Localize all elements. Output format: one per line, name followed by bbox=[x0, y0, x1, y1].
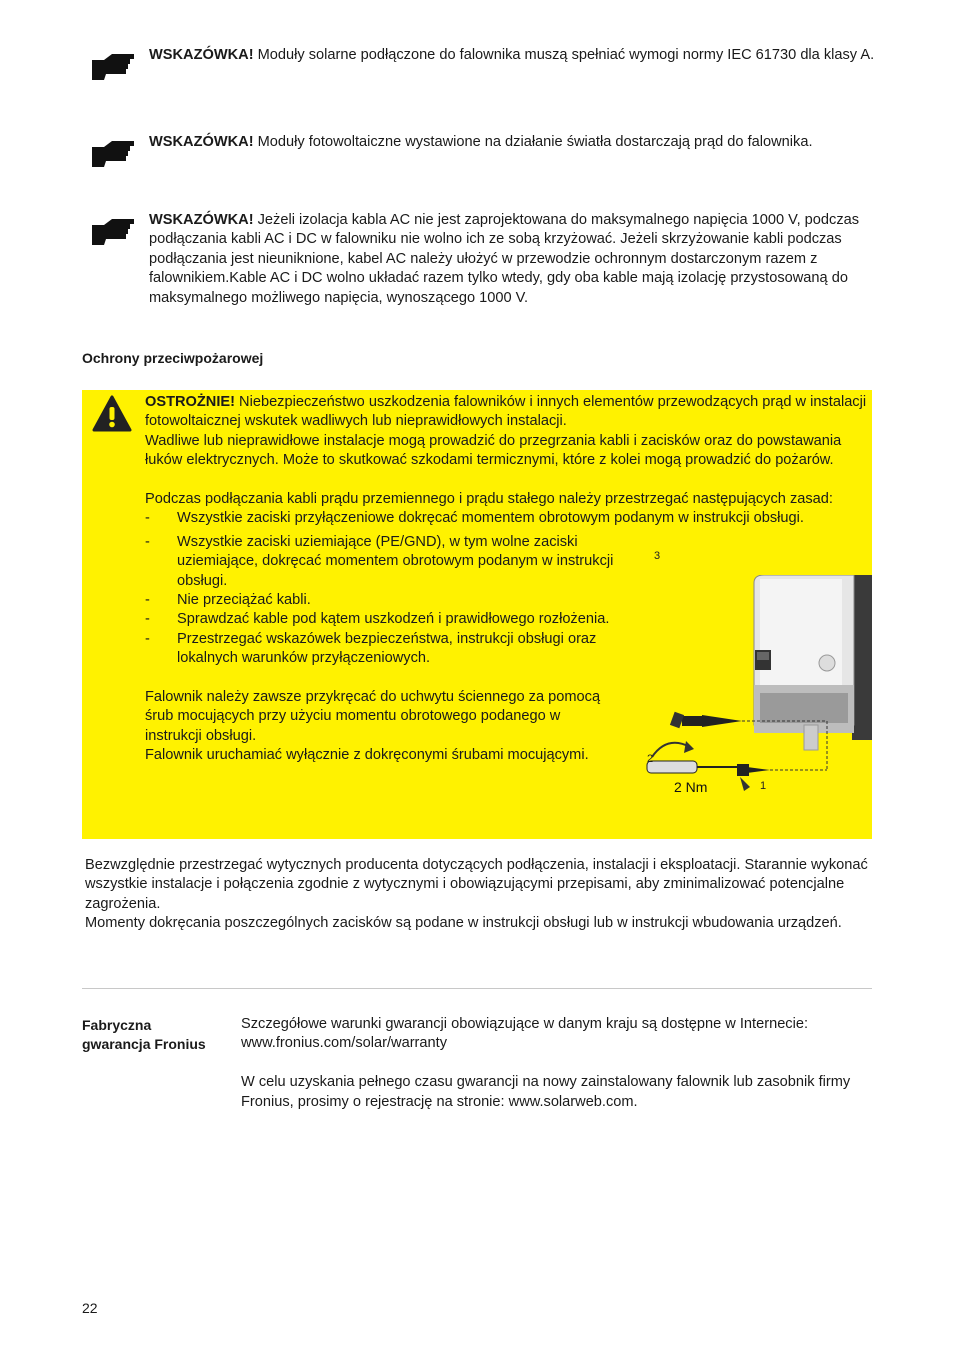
note-text bbox=[149, 211, 876, 308]
caution-paragraph: Wadliwe lub nieprawidłowe instalacje mogą prowadzić do przegrzania kabli i zacisków oraz do powstawania łuków elektrycznych. Może to skutkować szkodami termicznymi, które z kolei mogą prowadzić do pożarów. bbox=[145, 432, 842, 469]
list-item-text: Nie przeciążać kabli. bbox=[177, 592, 311, 609]
warranty-text bbox=[241, 1015, 875, 1112]
note-text bbox=[149, 46, 876, 65]
warranty-paragraph: Szczegółowe warunki gwarancji obowiązujące w danym kraju są dostępne w Internecie: www.fronius.com/solar/warranty bbox=[241, 1016, 809, 1052]
note-label: WSKAZÓWKA! bbox=[149, 47, 254, 63]
note-3 bbox=[86, 211, 876, 308]
dash-bullet: - bbox=[145, 533, 150, 550]
step-3-badge: 3 bbox=[654, 550, 661, 562]
caution-box bbox=[82, 390, 872, 839]
warranty-title: Fabryczna gwarancja Fronius bbox=[82, 1017, 206, 1052]
list-item bbox=[145, 509, 871, 528]
dash-bullet: - bbox=[145, 592, 150, 609]
note-label: WSKAZÓWKA! bbox=[149, 134, 254, 150]
list-item bbox=[145, 591, 657, 610]
dash-bullet: - bbox=[145, 611, 150, 628]
list-item-text: Przestrzegać wskazówek bezpieczeństwa, instrukcji obsługi oraz lokalnych warunków przyłączeniowych. bbox=[177, 630, 597, 667]
warning-triangle-icon bbox=[92, 395, 132, 433]
step-2-badge: 2 bbox=[647, 753, 654, 765]
pointing-hand-icon bbox=[90, 215, 136, 251]
list-item bbox=[145, 533, 657, 591]
pointing-hand-icon bbox=[90, 50, 136, 86]
warranty-paragraph: W celu uzyskania pełnego czasu gwarancji na nowy zainstalowany falownik lub zasobnik firmy Fronius, prosimy o rejestrację na stronie: www.solarweb.com. bbox=[241, 1074, 851, 1110]
dash-bullet: - bbox=[145, 510, 150, 527]
list-item bbox=[145, 610, 657, 629]
note-text bbox=[149, 133, 876, 152]
list-item bbox=[145, 630, 657, 669]
list-item-text: Wszystkie zaciski przyłączeniowe dokręcać momentem obrotowym podanym w instrukcji obsługi. bbox=[177, 510, 804, 527]
inverter-mounting-illustration bbox=[642, 575, 872, 800]
section-title: Ochrony przeciwpożarowej bbox=[82, 350, 264, 366]
note-body: Jeżeli izolacja kabla AC nie jest zaprojektowana do maksymalnego napięcia 1000 V, podczas podłączania kabli AC i DC w falowniku nie wolno ich ze sobą krzyżować. Jeżeli skrzyżowanie kabli podczas podłączania jest nieuniknione, kabel AC należy ułożyć w przewodzie ochronnym dostarczonym razem z falownikiem.Kable AC i DC wolno układać razem tylko wtedy, gdy oba kable mają izolację przystosowaną do maksymalnego możliwego napięcia, wynoszącego 1000 V. bbox=[149, 212, 860, 306]
body-paragraph: Bezwzględnie przestrzegać wytycznych producenta dotyczących podłączenia, instalacji i eksploatacji. Starannie wykonać wszystkie instalacje i połączenia zgodnie z wytycznymi i obowiązującymi przepisami, aby zminimalizować potencjalne zagrożenia. bbox=[85, 857, 868, 912]
caution-label: OSTROŻNIE! bbox=[145, 394, 235, 410]
pointing-hand-icon bbox=[90, 137, 136, 173]
body-text bbox=[85, 856, 875, 934]
section-divider bbox=[82, 988, 872, 989]
caution-paragraph: Falownik należy zawsze przykręcać do uchwytu ściennego za pomocą śrub mocujących przy użyciu momentu obrotowego podanego w instrukcji obsługi. bbox=[145, 689, 601, 744]
list-item-text: Wszystkie zaciski uziemiające (PE/GND), w tym wolne zaciski uziemiające, dokręcać momentem obrotowym podanym w instrukcji obsługi. bbox=[177, 533, 614, 589]
note-body: Moduły solarne podłączone do falownika muszą spełniać wymogi normy IEC 61730 dla klasy A. bbox=[253, 47, 875, 63]
body-paragraph: Momenty dokręcania poszczególnych zacisków są podane w instrukcji obsługi lub w instrukcji wbudowania urządzeń. bbox=[85, 915, 842, 932]
note-1 bbox=[86, 46, 876, 65]
caution-paragraph: Falownik uruchamiać wyłącznie z dokręconymi śrubami mocującymi. bbox=[145, 747, 589, 764]
caution-paragraph: Podczas podłączania kabli prądu przemiennego i prądu stałego należy przestrzegać następujących zasad: bbox=[145, 491, 833, 508]
note-body: Moduły fotowoltaiczne wystawione na działanie światła dostarczają prąd do falownika. bbox=[253, 134, 813, 150]
note-label: WSKAZÓWKA! bbox=[149, 212, 254, 228]
caution-intro: Niebezpieczeństwo uszkodzenia falowników i innych elementów przewodzących prąd w instalacji fotowoltaicznej wskutek wadliwych lub nieprawidłowych instalacji. bbox=[145, 394, 867, 430]
step-1-badge: 1 bbox=[760, 780, 767, 792]
note-2 bbox=[86, 133, 876, 152]
torque-label: 2 Nm bbox=[674, 779, 708, 795]
page-number: 22 bbox=[82, 1300, 98, 1316]
dash-bullet: - bbox=[145, 630, 150, 647]
list-item-text: Sprawdzać kable pod kątem uszkodzeń i prawidłowego rozłożenia. bbox=[177, 611, 610, 628]
